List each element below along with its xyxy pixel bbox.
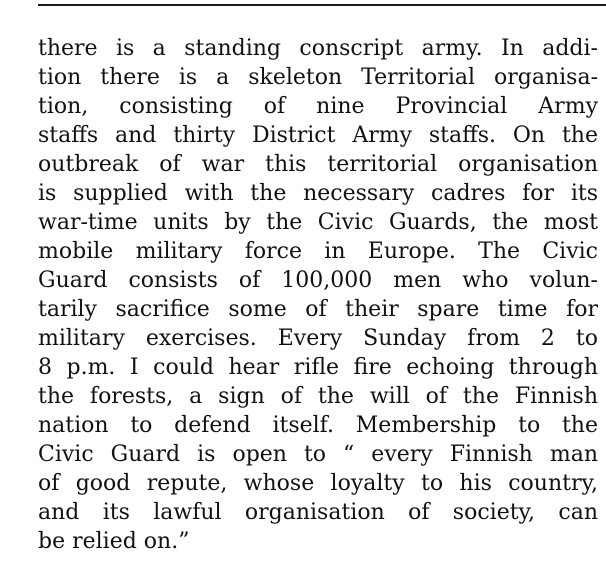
text-line: Guard consists of 100,000 men who volun-: [38, 268, 598, 293]
text-line: nation to defend itself. Membership to the: [38, 413, 598, 438]
text-line: tion there is a skeleton Territorial organisa-: [38, 65, 598, 90]
text-line: military exercises. Every Sunday from 2 to: [38, 326, 598, 351]
text-line: is supplied with the necessary cadres for its: [38, 181, 598, 206]
text-line: there is a standing conscript army. In addi-: [38, 36, 598, 61]
text-line: war-time units by the Civic Guards, the most: [38, 210, 598, 235]
text-line-last: be relied on.”: [38, 529, 190, 554]
text-line: mobile military force in Europe. The Civic: [38, 239, 598, 264]
text-line: outbreak of war this territorial organisation: [38, 152, 598, 177]
top-rule: [38, 4, 606, 6]
text-line: tion, consisting of nine Provincial Army: [38, 94, 598, 119]
text-line: 8 p.m. I could hear rifle fire echoing through: [38, 355, 598, 380]
text-line: staffs and thirty District Army staffs. On the: [38, 123, 598, 148]
text-line: of good repute, whose loyalty to his country,: [38, 471, 598, 496]
text-line: tarily sacrifice some of their spare time for: [38, 297, 598, 322]
body-paragraph: [38, 34, 598, 556]
text-line: Civic Guard is open to “ every Finnish man: [38, 442, 598, 467]
text-line: and its lawful organisation of society, can: [38, 500, 598, 525]
text-line: the forests, a sign of the will of the Finnish: [38, 384, 598, 409]
